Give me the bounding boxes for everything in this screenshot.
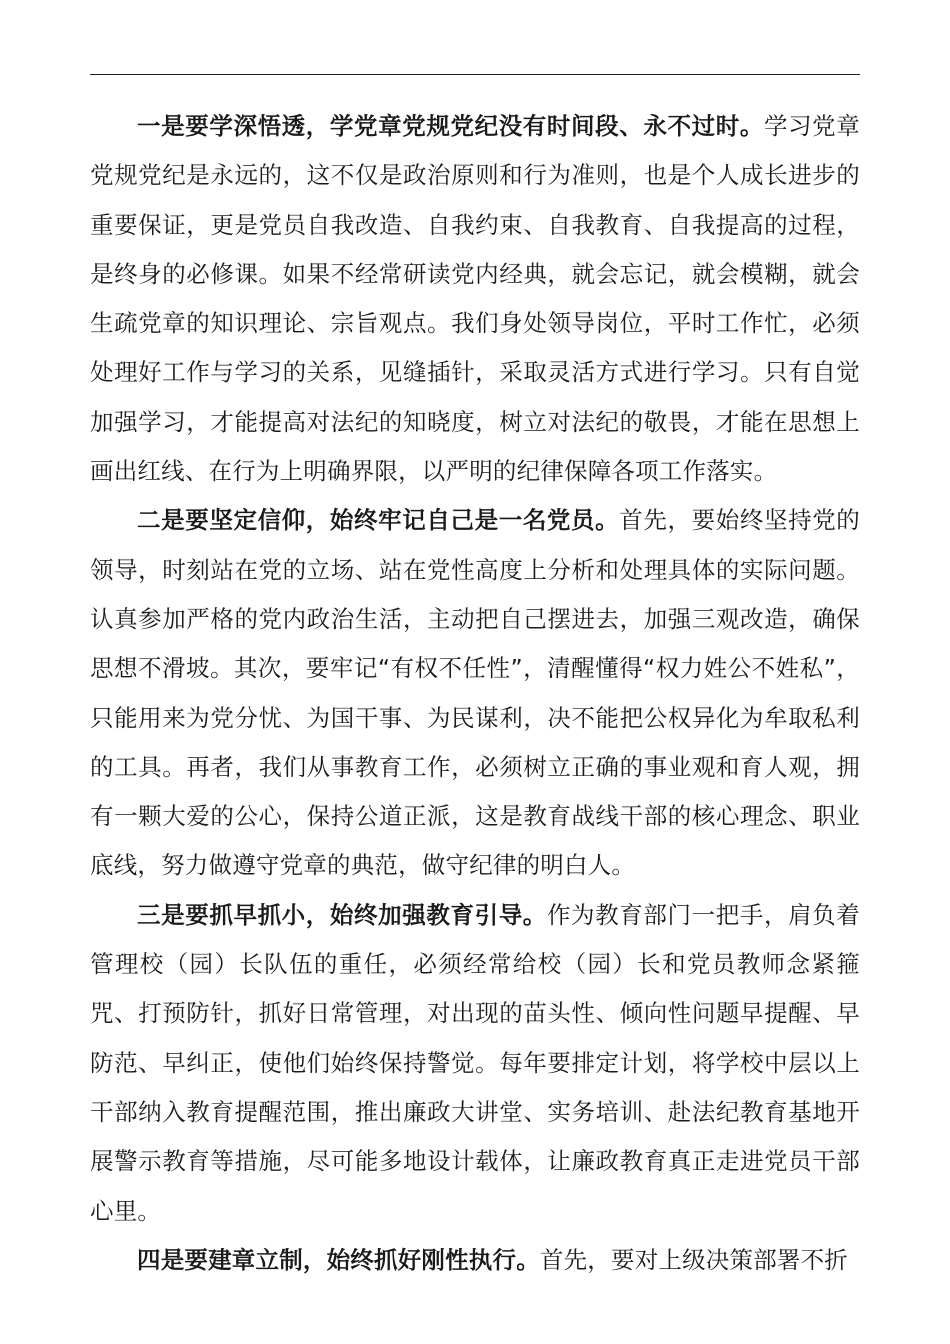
paragraph-4-text: 首先，要对上级决策部署不折: [539, 1245, 849, 1274]
paragraph-3-lead: 三是要抓早抓小，始终加强教育引导。: [137, 900, 547, 929]
paragraph-1-lead: 一是要学深悟透，学党章党规党纪没有时间段、永不过时。: [137, 112, 764, 140]
paragraph-4-lead: 四是要建章立制，始终抓好刚性执行。: [137, 1245, 540, 1274]
header-rule: [90, 74, 860, 75]
paragraph-1: [90, 102, 860, 496]
paragraph-3-text: 作为教育部门一把手，肩负着管理校（园）长队伍的重任，必须经常给校（园）长和党员教师念紧箍咒、打预防针，抓好日常管理，对出现的苗头性、倾向性问题早提醒、早防范、早纠正，使他们始终保持警觉。每年要排定计划，将学校中层以上干部纳入教育提醒范围，推出廉政大讲堂、实务培训、赴法纪教育基地开展警示教育等措施，尽可能多地设计载体，让廉政教育真正走进党员干部心里。: [90, 900, 860, 1225]
paragraph-1-text: 学习党章党规党纪是永远的，这不仅是政治原则和行为准则，也是个人成长进步的重要保证，更是党员自我改造、自我约束、自我教育、自我提高的过程，是终身的必修课。如果不经常研读党内经典，就会忘记，就会模糊，就会生疏党章的知识理论、宗旨观点。我们身处领导岗位，平时工作忙，必须处理好工作与学习的关系，见缝插针，采取灵活方式进行学习。只有自觉加强学习，才能提高对法纪的知晓度，树立对法纪的敬畏，才能在思想上画出红线、在行为上明确界限，以严明的纪律保障各项工作落实。: [90, 112, 860, 486]
paragraph-2-text: 首先，要始终坚持党的领导，时刻站在党的立场、站在党性高度上分析和处理具体的实际问题。认真参加严格的党内政治生活，主动把自己摆进去，加强三观改造，确保思想不滑坡。其次，要牢记“有权不任性”，清醒懂得“权力姓公不姓私”，只能用来为党分忧、为国干事、为民谋利，决不能把公权异化为牟取私利的工具。再者，我们从事教育工作，必须树立正确的事业观和育人观，拥有一颗大爱的公心，保持公道正派，这是教育战线干部的核心理念、职业底线，努力做遵守党章的典范，做守纪律的明白人。: [90, 506, 861, 880]
document-body: [90, 102, 860, 1285]
paragraph-4: [90, 1236, 860, 1285]
paragraph-3: [90, 891, 860, 1236]
paragraph-2-lead: 二是要坚定信仰，始终牢记自己是一名党员。: [137, 506, 620, 535]
paragraph-2: [90, 496, 860, 890]
